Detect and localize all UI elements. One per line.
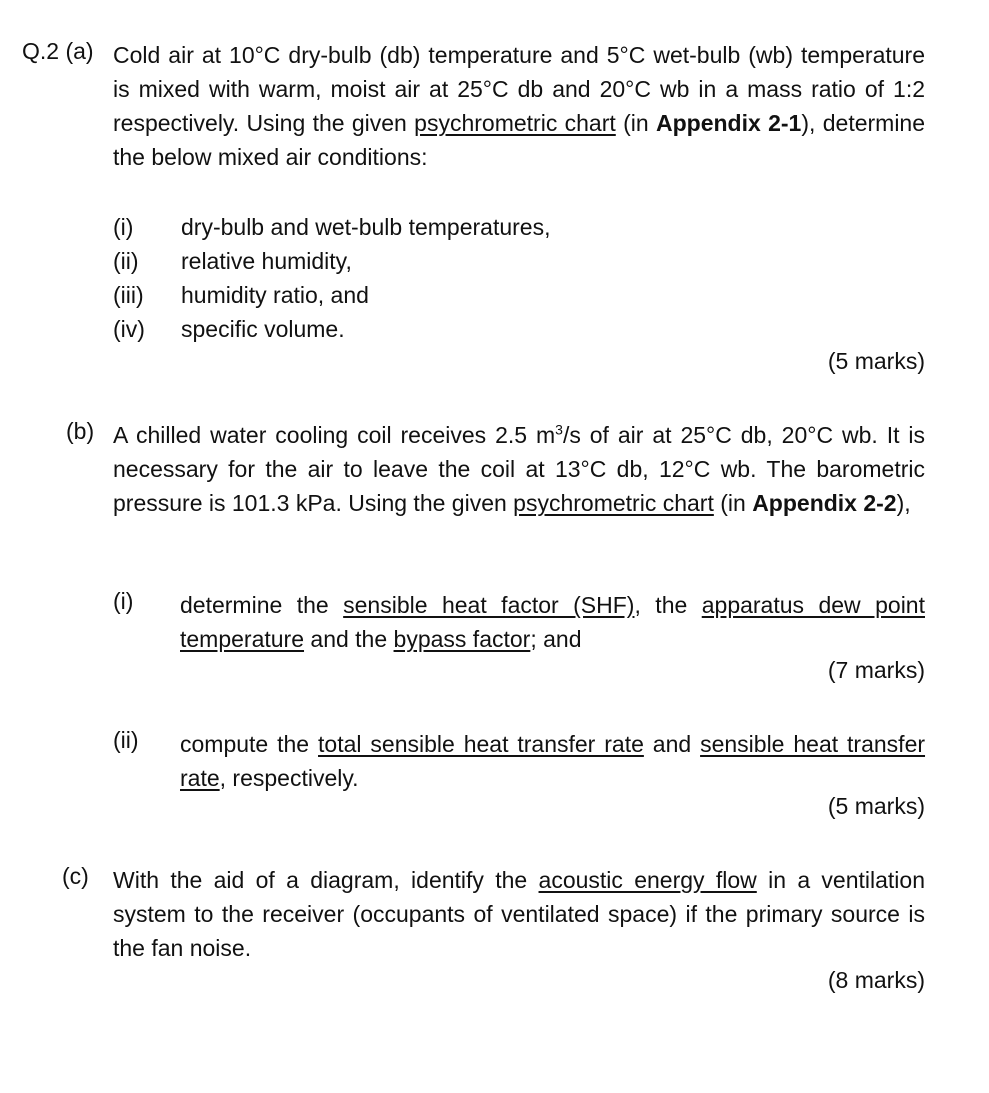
appendix-2-1-ref: Appendix 2-1 [656, 110, 802, 136]
part-b-ii-marks: (5 marks) [827, 793, 925, 819]
part-b-text: A chilled water cooling coil receives 2.5 $m^3/s$ of air at 25°C db, 20°C wb. It is necessary for the air to leave the coil at 13°C db, 12°C wb. The barometric pressure is 101.3 kPa. Using the given psychrometric chart (in Appendix 2-2), [113, 421, 926, 516]
part-b-label: (b) [66, 418, 95, 444]
psychrometric-chart-link-a: psychrometric chart [414, 110, 616, 136]
shf-term: sensible heat factor (SHF) [343, 592, 635, 618]
psychrometric-chart-link-b: psychrometric chart [513, 490, 714, 516]
appendix-2-2-ref: Appendix 2-2 [752, 490, 897, 516]
part-b-i-label: (i) [113, 588, 134, 614]
question-number: Q.2 (a) [22, 38, 94, 64]
part-b-i-text: determine the sensible heat factor (SHF), the apparatus dew point temperature and the bypass factor; and [180, 592, 925, 652]
part-b-ii-label: (ii) [113, 727, 139, 753]
part-a-text: Cold air at 10°C dry-bulb (db) temperature and 5°C wet-bulb (wb) temperature is mixed with warm, moist air at 25°C db and 20°C wb in a mass ratio of 1:2 respectively. Using the given psychrometric chart (in Appendix 2-1), determine the below mixed air conditions: [113, 42, 926, 170]
part-b-i-marks: (7 marks) [827, 657, 925, 683]
acoustic-energy-flow-term: acoustic energy flow [538, 867, 757, 893]
part-c-text: With the aid of a diagram, identify the acoustic energy flow in a ventilation system to the receiver (occupants of ventilated space) if the primary source is the fan noise. [113, 867, 925, 961]
apparatus-dew-point-term: apparatus dew point temperature [180, 592, 925, 652]
part-c-marks: (8 marks) [827, 967, 925, 993]
exam-page: Q.2 (a) Cold air at 10°C dry-bulb (db) temperature and 5°C wet-bulb (wb) temperature is mixed with warm, moist air at 25°C db and 20°C wb in a mass ratio of 1:2 respectively. Using the given psychrometric chart (in Appendix 2-1), determine the below mixed air conditions: (i) dry-bulb and wet-bulb temperatures, (ii) relative humidity, (iii) humidity ratio, and (iv) specific volume. (5 marks) (b) A chilled water cooling coil receives 2.5 $m^3/s$ of air at 25°C db, 20°C wb. It is necessary for the air to leave the coil at 13°C db, 12°C wb. The barometric pressure is 101.3 kPa. Using the given psychrometric chart (in Appendix 2-2), (i) determine the sensible heat factor (SHF), the apparatus dew point temperature and the bypass factor; and (7 marks) (ii) compute the total sensible heat transfer rate and sensible heat transfer rate, respectively. (5 marks) (c) With the aid of a diagram, identify the acoustic energy flow in a ventilation system to the receiver (occupants of ventilated space) if the primary source is the fan noise. (8 marks) [22, 38, 926, 993]
bypass-factor-term: bypass factor [393, 626, 531, 652]
part-a-marks: (5 marks) [827, 348, 925, 374]
part-c-label: (c) [62, 863, 89, 889]
part-b-ii-text: compute the total sensible heat transfer rate and sensible heat transfer rate, respectively. [180, 731, 926, 791]
total-sensible-heat-term: total sensible heat transfer rate [318, 731, 644, 757]
part-a-label: (a) [65, 38, 94, 64]
sensible-heat-term: sensible heat transfer rate [180, 731, 926, 791]
